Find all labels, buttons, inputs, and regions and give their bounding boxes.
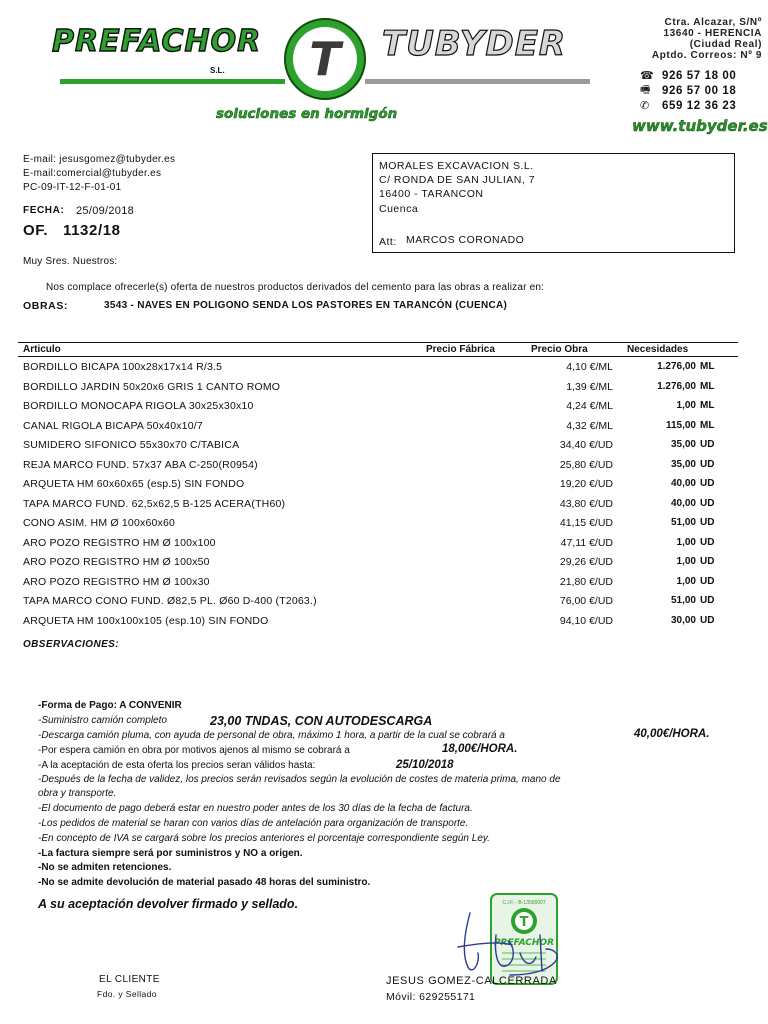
- brand-suffix: S.L.: [210, 66, 225, 75]
- mobile-number: 659 12 36 23: [662, 99, 737, 112]
- condition-wait-value: 18,00€/HORA.: [442, 743, 518, 755]
- company-phones: [640, 68, 736, 113]
- item-unit: UD: [700, 536, 715, 548]
- greeting: Muy Sres. Nuestros:: [23, 256, 118, 267]
- table-row: [0, 381, 768, 400]
- table-row: [0, 615, 768, 634]
- client-signature-sub: Fdo. y Sellado: [97, 989, 157, 999]
- document-code: PC-09-IT-12-F-01-01: [23, 182, 122, 193]
- condition-revision-cont: obra y transporte.: [38, 788, 117, 799]
- client-street: C/ RONDA DE SAN JULIAN, 7: [379, 174, 536, 186]
- condition-invoice: -La factura siempre será por suministros y NO a origen.: [38, 848, 303, 859]
- item-quantity: 30,00: [670, 614, 696, 626]
- item-description: ARQUETA HM 60x60x65 (esp.5) SIN FONDO: [23, 478, 245, 490]
- item-description: BORDILLO MONOCAPA RIGOLA 30x25x30x10: [23, 400, 254, 412]
- client-city: 16400 - TARANCON: [379, 188, 484, 200]
- item-quantity: 40,00: [670, 497, 696, 509]
- svg-text:T: T: [519, 915, 529, 930]
- condition-returns: -No se admite devolución de material pasado 48 horas del suministro.: [38, 877, 371, 888]
- logo-underline-icon: [60, 78, 590, 86]
- client-province: Cuenca: [379, 203, 419, 215]
- signer-name: JESUS GOMEZ-CALCERRADA: [386, 975, 557, 987]
- address-line: Aptdo. Correos: Nº 9: [651, 50, 762, 61]
- item-quantity: 1.276,00: [657, 361, 696, 372]
- item-quantity: 115,00: [665, 419, 696, 431]
- item-unit: UD: [700, 614, 715, 626]
- item-price: 25,80 €/UD: [559, 458, 613, 471]
- item-unit: UD: [700, 517, 715, 528]
- item-price: 34,40 €/UD: [559, 439, 613, 451]
- item-quantity: 1,00: [676, 536, 696, 548]
- table-row: [0, 517, 768, 536]
- condition-payment-doc: -El documento de pago deberá estar en nuestro poder antes de los 30 días de la fecha de factura.: [38, 803, 473, 814]
- item-price: 4,24 €/ML: [566, 400, 613, 412]
- item-unit: ML: [700, 419, 715, 431]
- condition-wait: -Por espera camión en obra por motivos ajenos al mismo se cobrará a: [38, 745, 350, 756]
- condition-unload-value: 40,00€/HORA.: [634, 728, 710, 740]
- offer-label: OF.: [23, 222, 49, 239]
- table-row: [0, 439, 768, 458]
- item-description: SUMIDERO SIFONICO 55x30x70 C/TABICA: [23, 439, 240, 451]
- client-signature-label: EL CLIENTE: [99, 974, 160, 985]
- column-header-articulo: Articulo: [23, 344, 61, 355]
- item-quantity: 1,00: [676, 575, 696, 587]
- item-price: 47,11 €/UD: [560, 536, 613, 549]
- item-price: 19,20 €/UD: [559, 478, 613, 490]
- attention-name: MARCOS CORONADO: [406, 234, 525, 246]
- item-quantity: 40,00: [670, 478, 696, 489]
- handwritten-signature-icon: [450, 905, 570, 985]
- item-quantity: 1,00: [676, 556, 696, 567]
- email-line: E-mail:comercial@tubyder.es: [23, 168, 162, 179]
- item-price: 21,80 €/UD: [559, 575, 613, 588]
- brand-prefachor-logo: PREFACHOR: [52, 24, 262, 59]
- table-row: [0, 361, 768, 380]
- mobile-phone-icon: ✆: [640, 100, 650, 112]
- item-price: 4,32 €/ML: [566, 419, 613, 432]
- table-row: [0, 400, 768, 419]
- table-row: [0, 537, 768, 556]
- item-unit: UD: [700, 556, 715, 567]
- item-description: REJA MARCO FUND. 57x37 ABA C-250(R0954): [23, 458, 258, 471]
- item-quantity: 35,00: [670, 458, 696, 470]
- item-price: 76,00 €/UD: [559, 595, 613, 607]
- address-line: 13640 - HERENCIA: [663, 28, 762, 39]
- item-unit: UD: [700, 497, 715, 509]
- brand-tubyder-logo: TUBYDER: [382, 24, 567, 64]
- item-price: 41,15 €/UD: [559, 517, 613, 529]
- email-line: E-mail: jesusgomez@tubyder.es: [23, 154, 176, 165]
- item-unit: UD: [700, 575, 715, 587]
- item-description: BORDILLO JARDIN 50x20x6 GRIS 1 CANTO ROMO: [23, 380, 281, 393]
- website-link[interactable]: www.tubyder.es: [632, 117, 768, 135]
- item-price: 94,10 €/UD: [559, 614, 613, 627]
- works-value: 3543 - NAVES EN POLIGONO SENDA LOS PASTORES EN TARANCÓN (CUENCA): [104, 300, 508, 311]
- item-description: ARQUETA HM 100x100x105 (esp.10) SIN FONDO: [23, 614, 269, 627]
- item-unit: UD: [700, 595, 715, 606]
- company-address: [612, 17, 762, 61]
- logo-emblem-icon: [283, 17, 367, 101]
- address-line: Ctra. Alcazar, S/Nº: [664, 17, 762, 28]
- item-unit: ML: [700, 361, 715, 372]
- condition-vat: -En concepto de IVA se cargará sobre los precios anteriores el porcentaje correspondiente según Ley.: [38, 833, 490, 844]
- item-price: 1,39 €/ML: [566, 380, 613, 393]
- item-quantity: 51,00: [670, 517, 696, 528]
- signer-mobile: Móvil: 629255171: [386, 991, 476, 1003]
- address-line: (Ciudad Real): [689, 39, 762, 50]
- works-label: OBRAS:: [23, 300, 69, 312]
- item-description: TAPA MARCO CONO FUND. Ø82,5 PL. Ø60 D-400 (T2063.): [23, 595, 317, 607]
- item-quantity: 35,00: [670, 439, 696, 450]
- table-row: [0, 576, 768, 595]
- condition-supply-value: 23,00 TNDAS, CON AUTODESCARGA: [210, 714, 433, 728]
- column-header-precio-fabrica: Precio Fábrica: [426, 344, 495, 355]
- condition-retentions: -No se admiten retenciones.: [38, 862, 172, 873]
- item-description: ARO POZO REGISTRO HM Ø 100x100: [23, 536, 216, 549]
- table-row: [0, 478, 768, 497]
- condition-validity: -A la aceptación de esta oferta los precios seran válidos hasta:: [38, 760, 316, 771]
- phone-row: [640, 83, 736, 98]
- item-description: TAPA MARCO FUND. 62,5x62,5 B-125 ACERA(TH60): [23, 497, 286, 510]
- item-unit: ML: [700, 380, 715, 392]
- phone-row: [640, 98, 736, 113]
- condition-revision: -Después de la fecha de validez, los precios serán revisados según la evolución de costes de materia prima, mano de: [38, 774, 561, 785]
- client-name: MORALES EXCAVACION S.L.: [379, 160, 534, 172]
- stamp-brand: PREFACHOR: [493, 938, 555, 948]
- table-top-rule: [18, 342, 738, 343]
- item-description: ARO POZO REGISTRO HM Ø 100x30: [23, 575, 210, 588]
- item-quantity: 1.276,00: [657, 380, 696, 392]
- date-label: FECHA:: [23, 205, 65, 216]
- item-price: 43,80 €/UD: [559, 497, 613, 510]
- observations-label: OBSERVACIONES:: [23, 639, 119, 650]
- table-row: [0, 595, 768, 614]
- slogan: soluciones en hormigón: [216, 106, 398, 122]
- item-description: CONO ASIM. HM Ø 100x60x60: [23, 517, 176, 529]
- item-description: BORDILLO BICAPA 100x28x17x14 R/3.5: [23, 361, 223, 373]
- condition-supply: -Suministro camión completo: [38, 715, 167, 726]
- column-header-necesidades: Necesidades: [627, 344, 689, 355]
- stamp-cif: C.I.F. - B-13565007: [502, 900, 546, 906]
- fax-number: 926 57 00 18: [662, 84, 737, 97]
- condition-payment: -Forma de Pago: A CONVENIR: [38, 700, 182, 711]
- offer-number: 1132/18: [63, 222, 121, 239]
- condition-validity-value: 25/10/2018: [396, 759, 454, 771]
- telephone-icon: ☎: [640, 70, 654, 82]
- item-unit: UD: [700, 458, 715, 470]
- item-unit: UD: [700, 439, 715, 450]
- item-price: 4,10 €/ML: [566, 361, 613, 373]
- condition-unload: -Descarga camión pluma, con ayuda de personal de obra, máximo 1 hora, a partir de la cual se cobrará a: [38, 730, 505, 741]
- attention-label: Att:: [379, 236, 397, 248]
- item-quantity: 1,00: [676, 400, 696, 411]
- table-row: [0, 459, 768, 478]
- item-price: 29,26 €/UD: [559, 556, 613, 568]
- column-header-precio-obra: Precio Obra: [531, 344, 588, 355]
- item-quantity: 51,00: [670, 595, 696, 606]
- table-header-rule: [18, 356, 738, 357]
- table-row: [0, 420, 768, 439]
- item-unit: UD: [700, 478, 715, 489]
- phone-number: 926 57 18 00: [662, 69, 737, 82]
- condition-orders: -Los pedidos de material se haran con varios días de antelación para organización de transporte.: [38, 818, 469, 829]
- table-row: [0, 498, 768, 517]
- intro-text: Nos complace ofrecerle(s) oferta de nuestros productos derivados del cemento para las obras a realizar en:: [46, 282, 545, 293]
- fax-icon: 🖷: [640, 84, 651, 96]
- item-description: CANAL RIGOLA BICAPA 50x40x10/7: [23, 419, 203, 432]
- date-value: 25/09/2018: [76, 205, 135, 217]
- acceptance-note: A su aceptación devolver firmado y sellado.: [38, 897, 299, 911]
- client-address-box: [372, 153, 735, 253]
- item-unit: ML: [700, 400, 715, 411]
- table-row: [0, 556, 768, 575]
- item-description: ARO POZO REGISTRO HM Ø 100x50: [23, 556, 210, 568]
- logo-letter: T: [309, 32, 341, 86]
